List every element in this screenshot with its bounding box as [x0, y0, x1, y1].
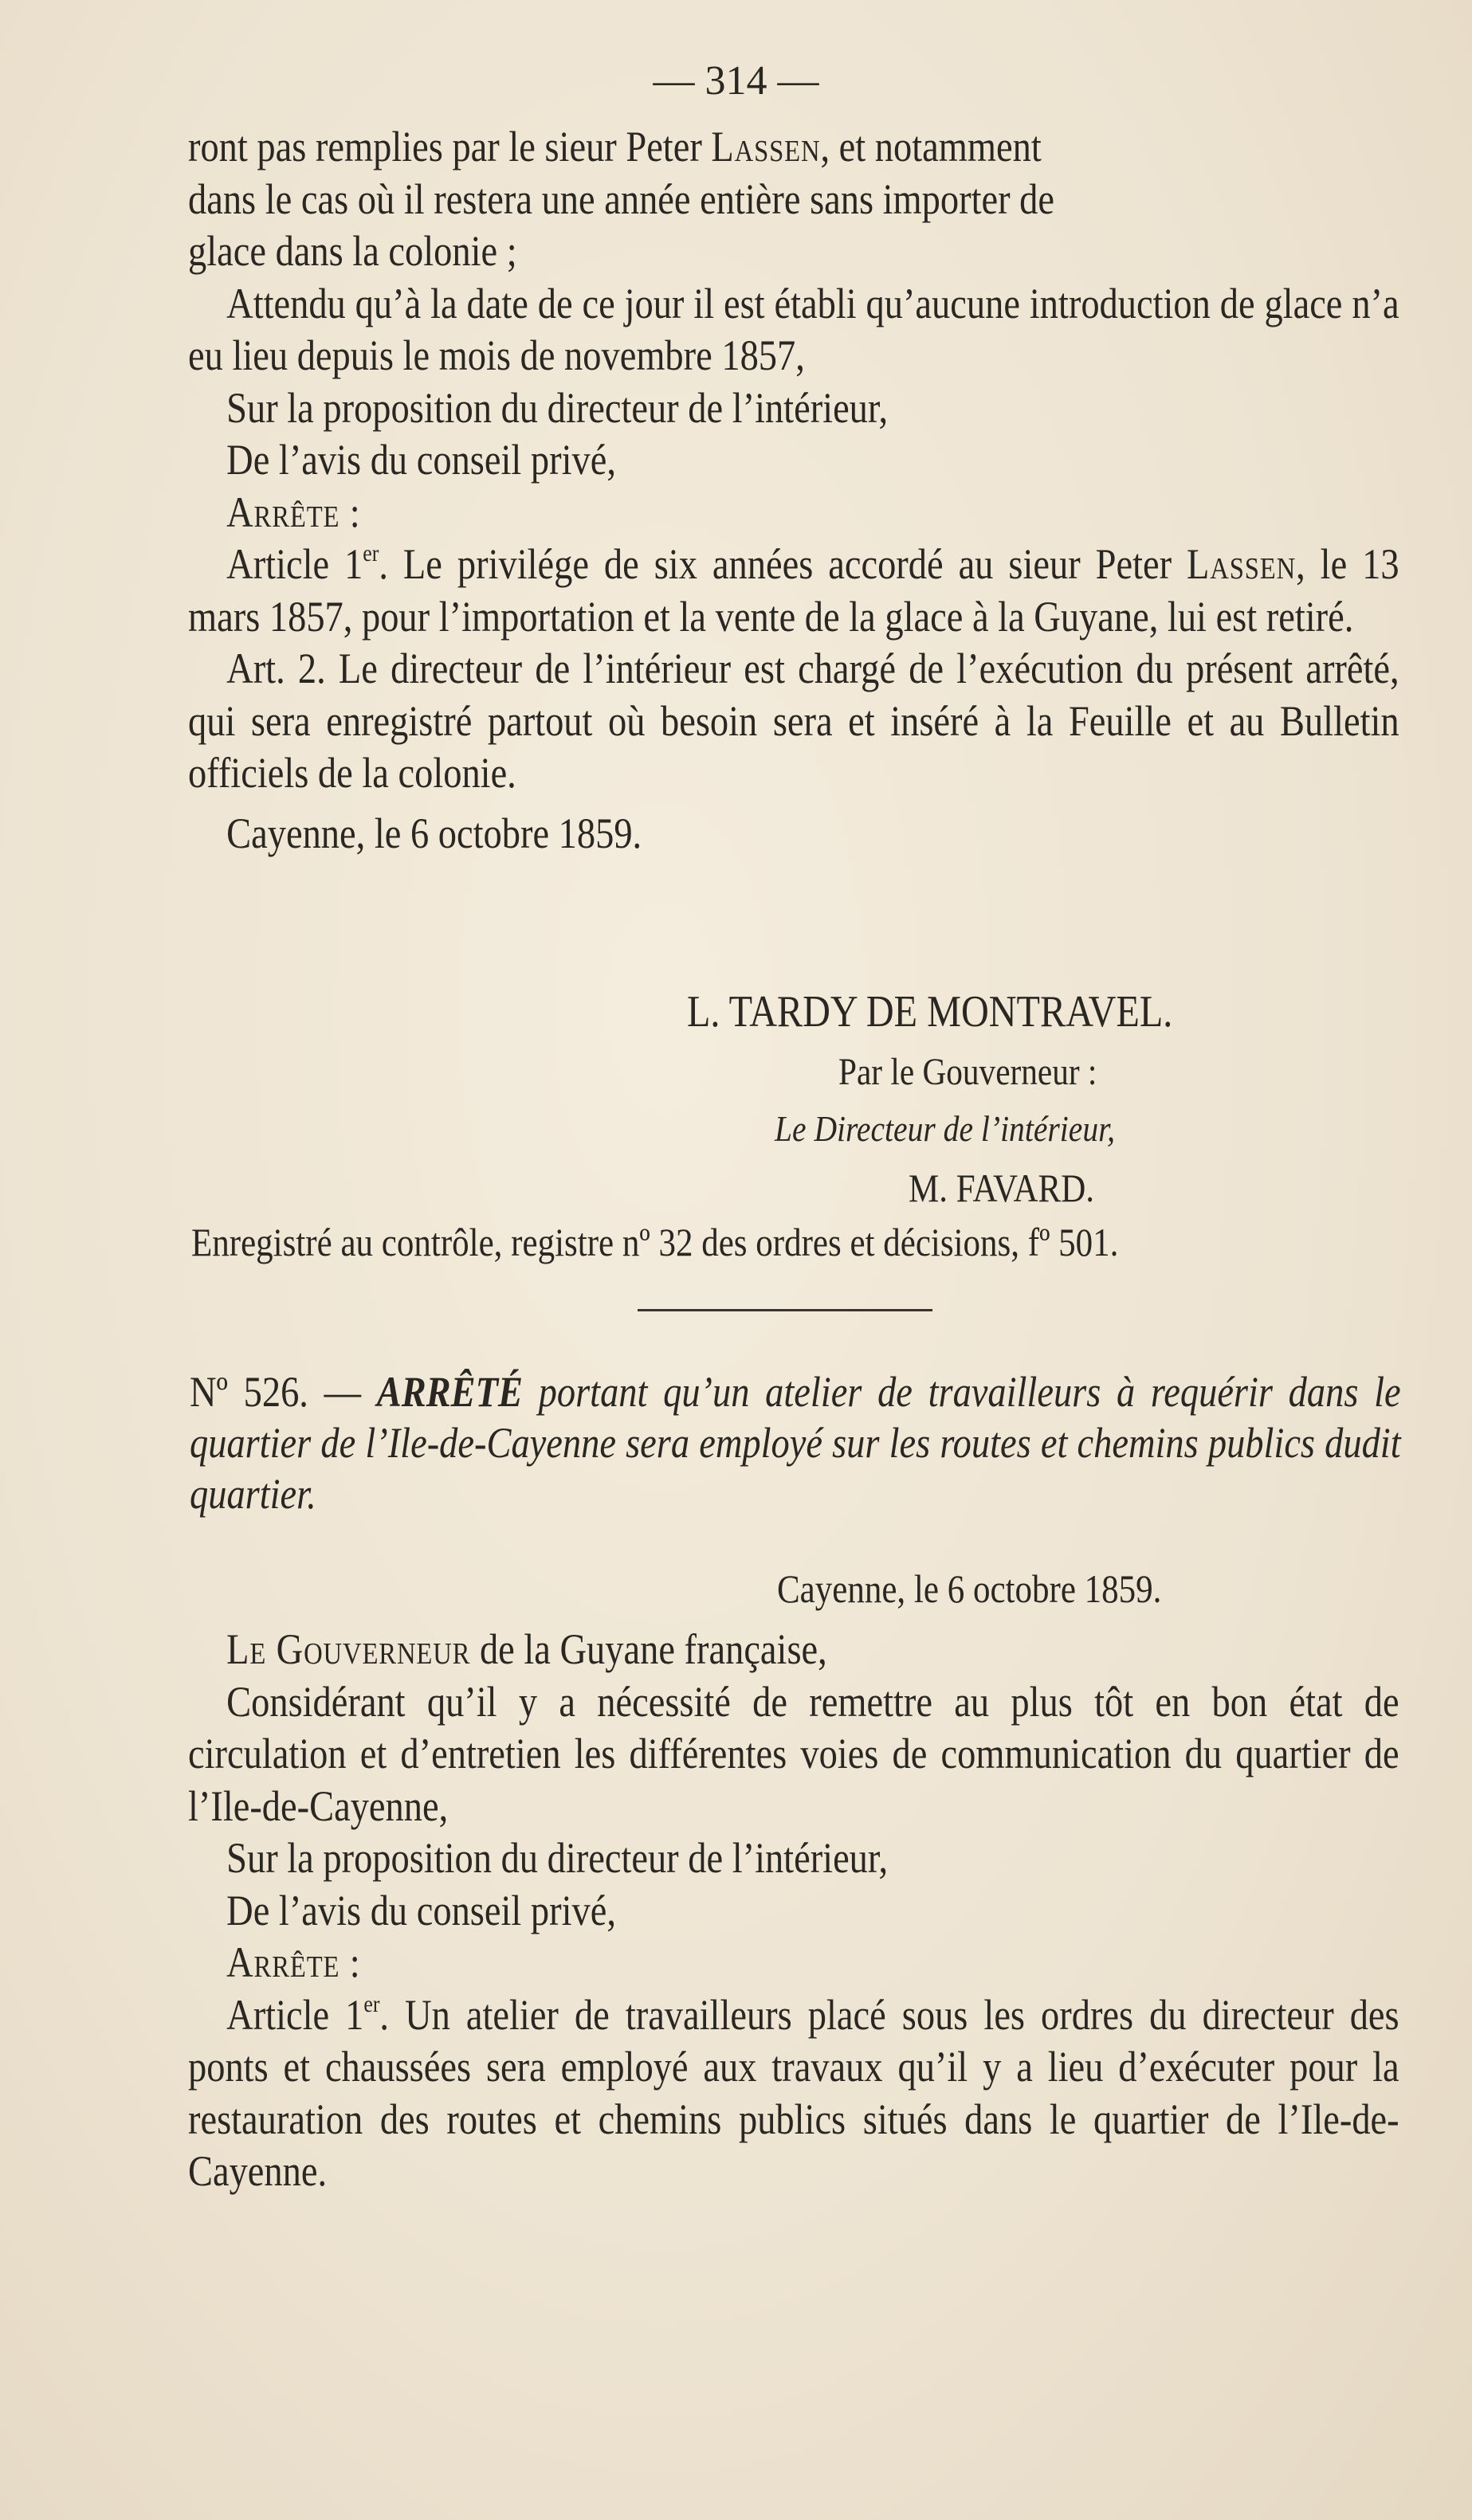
decree-continuation [188, 121, 1399, 860]
arrete-heading: Arrête : [226, 488, 361, 536]
decree-subject: portant qu’un atelier de travailleurs à requérir dans le quartier de l’Ile-de-Cayenne sera employé sur les routes et chemins publics dudit quartier. [190, 1368, 1401, 1518]
text-line: glace dans la colonie ; [188, 227, 517, 275]
arrete-keyword: ARRÊTÉ [376, 1368, 523, 1416]
decree-number: Nº 526. — [190, 1368, 377, 1416]
section-divider [638, 1309, 932, 1311]
considerant-paragraph: Considérant qu’il y a nécessité de remettre au plus tôt en bon état de circulation et d’entretien les différentes voies de communication du quartier de l’Ile-de-Cayenne, [188, 1677, 1399, 1830]
gouverneur-line: Le Gouverneur de la Guyane française, [226, 1625, 827, 1673]
directeur-title: Le Directeur de l’intérieur, [775, 1108, 1116, 1149]
avis-line: De l’avis du conseil privé, [226, 436, 616, 484]
avis-line: De l’avis du conseil privé, [226, 1886, 616, 1934]
text-line: dans le cas où il restera une année entière sans importer de [188, 174, 1055, 223]
article-1: Article 1er. Le privilége de six années accordé au sieur Peter Lassen, le 13 mars 1857, pour l’importation et la vente de la glace à la Guyane, lui est retiré. [188, 540, 1399, 641]
arrete-heading: Arrête : [226, 1938, 361, 1986]
decree-date: Cayenne, le 6 octobre 1859. [226, 809, 642, 857]
enregistre-line: Enregistré au contrôle, registre nº 32 des ordres et décisions, fº 501. [191, 1220, 1119, 1264]
directeur-name: M. FAVARD. [909, 1166, 1095, 1210]
attendu-paragraph: Attendu qu’à la date de ce jour il est établi qu’aucune introduction de glace n’a eu lieu depuis le mois de novembre 1857, [188, 279, 1399, 379]
proposition-line: Sur la proposition du directeur de l’intérieur, [226, 1834, 889, 1882]
decree-526-date: Cayenne, le 6 octobre 1859. [777, 1566, 1162, 1611]
article-1: Article 1er. Un atelier de travailleurs placé sous les ordres du directeur des ponts et chaussées sera employé aux travaux qu’il y a lieu d’exécuter pour la restauration des routes et chemins publics situés dans le quartier de l’Ile-de-Cayenne. [188, 1990, 1399, 2195]
decree-526-body [188, 1624, 1399, 2198]
decree-526-title [190, 1366, 1401, 1519]
page-number: — 314 — [653, 58, 819, 104]
text-line: ront pas remplies par le sieur Peter Lassen, et notamment [188, 123, 1042, 170]
par-gouverneur-line: Par le Gouverneur : [838, 1051, 1097, 1093]
article-2: Art. 2. Le directeur de l’intérieur est chargé de l’exécution du présent arrêté, qui sera enregistré partout où besoin sera et inséré à la Feuille et au Bulletin officiels de la colonie. [188, 645, 1399, 797]
proposition-line: Sur la proposition du directeur de l’intérieur, [226, 383, 889, 432]
decree-title-text [190, 1366, 1401, 1519]
signatory-name: L. TARDY DE MONTRAVEL. [687, 987, 1173, 1037]
